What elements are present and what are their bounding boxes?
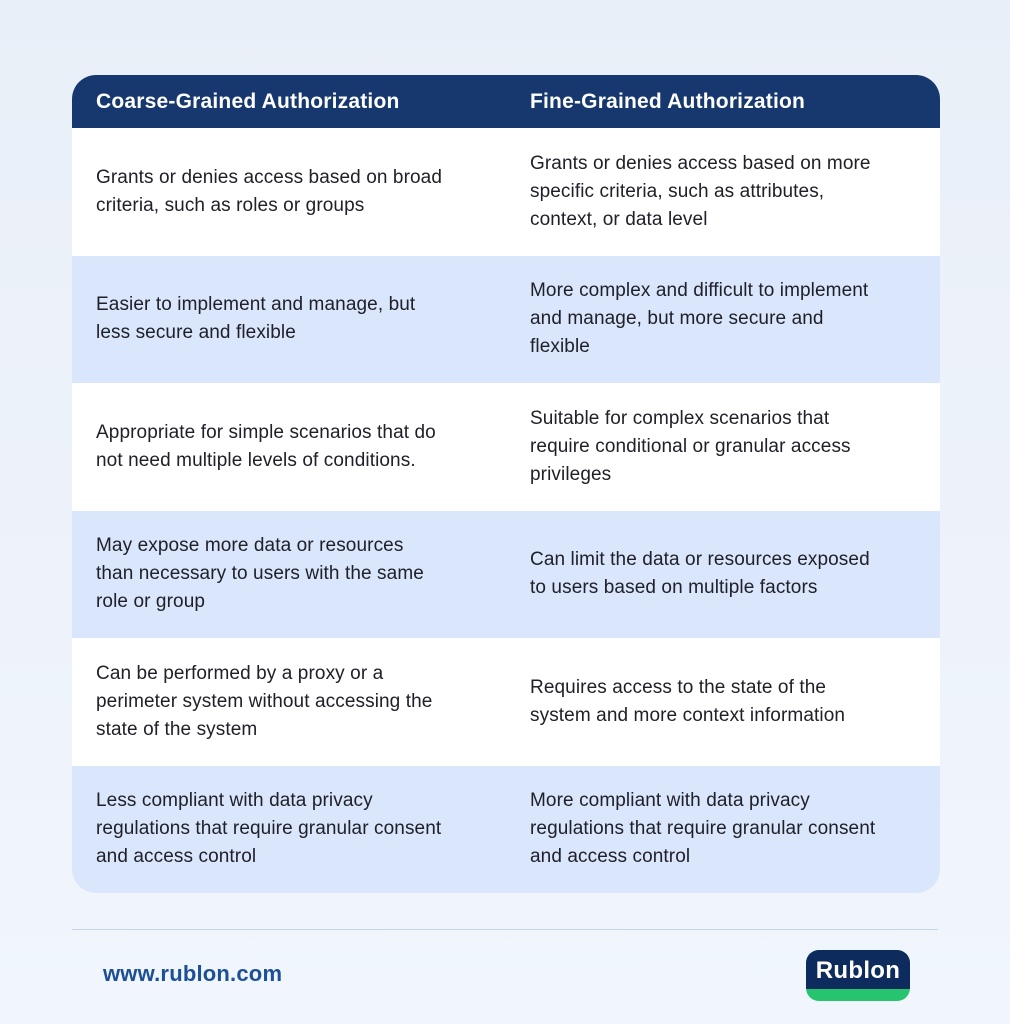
fine-cell: Grants or denies access based on more specific criteria, such as attributes, context, or data level — [530, 152, 871, 230]
fine-cell: Can limit the data or resources exposed to users based on multiple factors — [530, 549, 870, 599]
header-cell-fine-grained: Fine-Grained Authorization — [530, 89, 806, 113]
fine-cell: Suitable for complex scenarios that require conditional or granular access privileges — [530, 407, 851, 485]
table-row — [72, 766, 940, 894]
coarse-cell: Grants or denies access based on broad criteria, such as roles or groups — [96, 166, 443, 216]
fine-cell: More compliant with data privacy regulations that require granular consent and access control — [530, 790, 876, 868]
comparison-table — [72, 75, 940, 893]
coarse-cell: Can be performed by a proxy or a perimeter system without accessing the state of the system — [96, 662, 433, 740]
header-cell-coarse-grained: Coarse-Grained Authorization — [96, 89, 400, 113]
fine-cell: More complex and difficult to implement and manage, but more secure and flexible — [530, 280, 869, 358]
fine-cell: Requires access to the state of the system and more context information — [530, 676, 846, 726]
rublon-logo-navy-panel — [806, 950, 910, 989]
rublon-logo-green-bar — [806, 989, 910, 1001]
coarse-cell: May expose more data or resources than necessary to users with the same role or group — [96, 535, 424, 613]
coarse-cell: Less compliant with data privacy regulations that require granular consent and access control — [96, 790, 442, 868]
website-link[interactable]: www.rublon.com — [103, 961, 283, 986]
rublon-logo-text: Rublon — [815, 957, 901, 984]
table-header-row — [72, 75, 940, 128]
table-row — [72, 638, 940, 766]
coarse-cell: Appropriate for simple scenarios that do not need multiple levels of conditions. — [96, 421, 436, 471]
table-row — [72, 128, 940, 256]
table-row — [72, 256, 940, 384]
table-row — [72, 383, 940, 511]
rublon-logo — [806, 950, 910, 1001]
coarse-cell: Easier to implement and manage, but less secure and flexible — [96, 294, 416, 344]
table-row — [72, 511, 940, 639]
footer-divider — [72, 929, 938, 930]
